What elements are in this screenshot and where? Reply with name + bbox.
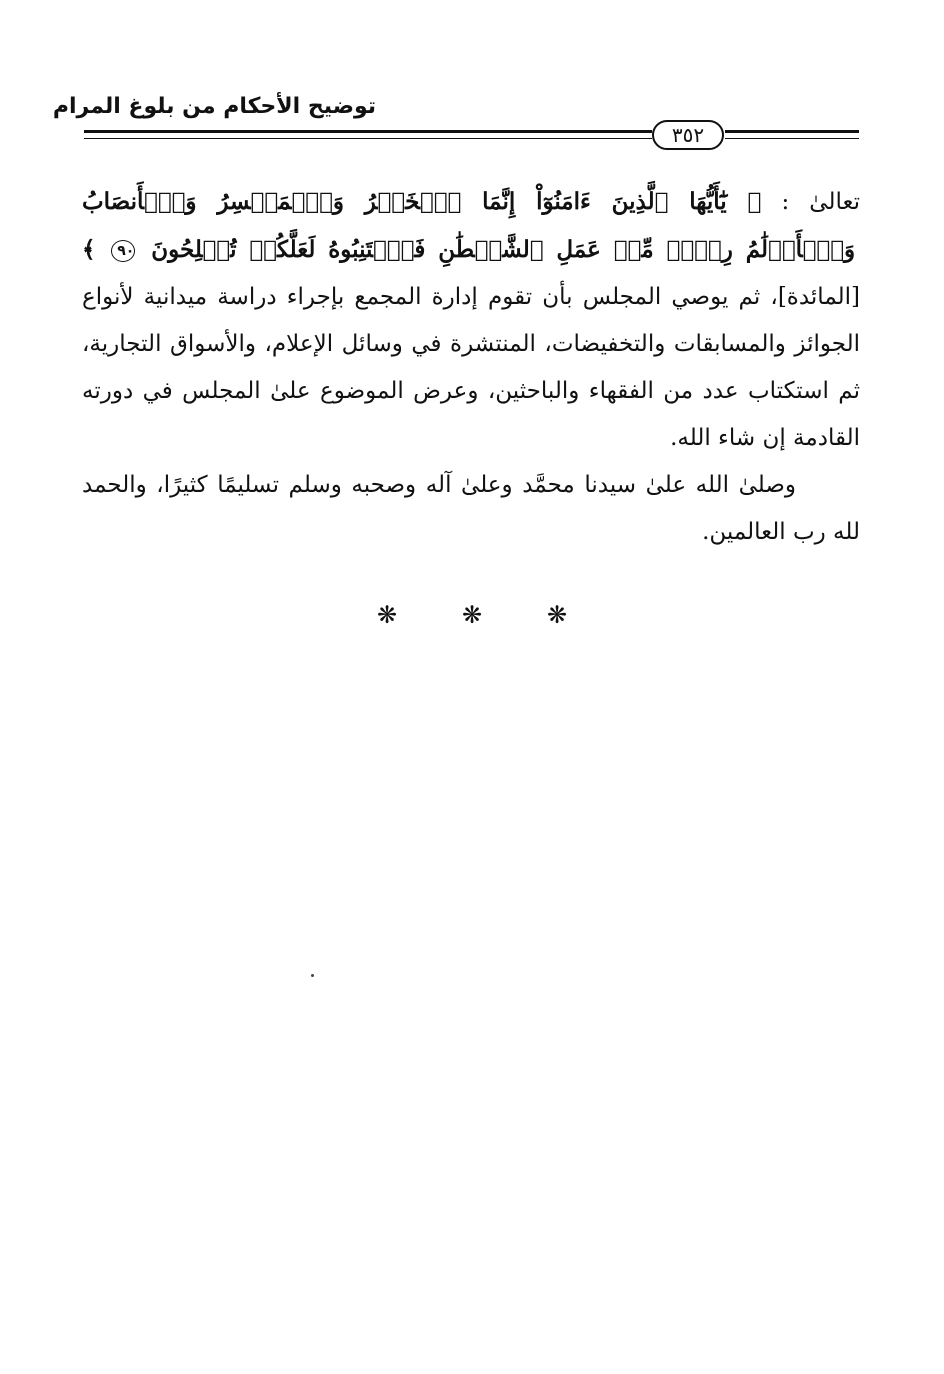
asterism-icon: ❋ [546, 601, 568, 629]
paragraph-1 [82, 178, 860, 462]
quran-verse-text: يَٰٓأَيُّهَا ٱلَّذِينَ ءَامَنُوٓاْ إِنَّمَا ٱلۡخَمۡرُ وَٱلۡمَيۡسِرُ وَٱلۡأَنصَابُ وَٱلۡأَزۡلَٰمُ رِجۡسٞ مِّنۡ عَمَلِ ٱلشَّيۡطَٰنِ فَٱجۡتَنِبُوهُ لَعَلَّكُمۡ تُفۡلِحُونَ [82, 188, 856, 263]
print-speck [311, 974, 314, 977]
asterism-icon: ❋ [461, 601, 483, 629]
quran-verse [82, 188, 855, 263]
paragraph-1-text: ثم يوصي المجلس بأن تقوم إدارة المجمع بإجراء دراسة ميدانية لأنواع الجوائز والمسابقات والتخفيضات، المنتشرة في وسائل الإعلام، والأسواق التجارية، ثم استكتاب عدد من الفقهاء والباحثين، وعرض الموضوع علىٰ المجلس في دورته القادمة إن شاء الله. [82, 284, 860, 451]
ornate-bracket-close: ﴾ [82, 236, 96, 263]
section-separator [372, 600, 572, 630]
running-header-title: توضيح الأحكام من بلوغ المرام [52, 94, 376, 119]
ornate-bracket-open: ﴿ [747, 188, 762, 215]
header-rule-thick-right [725, 130, 859, 133]
surah-reference: [المائدة]، [770, 284, 860, 310]
header-rule-thin-left [84, 138, 652, 139]
main-text [82, 178, 860, 556]
page-number: ٣٥٢ [652, 120, 724, 150]
intro-word: تعالىٰ : [781, 189, 860, 215]
paragraph-2: وصلىٰ الله علىٰ سيدنا محمَّد وعلىٰ آله وصحبه وسلم تسليمًا كثيرًا، والحمد لله رب العالمين. [82, 472, 860, 545]
ayah-number-badge: ٩٠ [111, 240, 135, 262]
header-rule-thick-left [84, 130, 652, 133]
asterism-icon: ❋ [376, 601, 398, 629]
header-rule-thin-right [725, 138, 859, 139]
